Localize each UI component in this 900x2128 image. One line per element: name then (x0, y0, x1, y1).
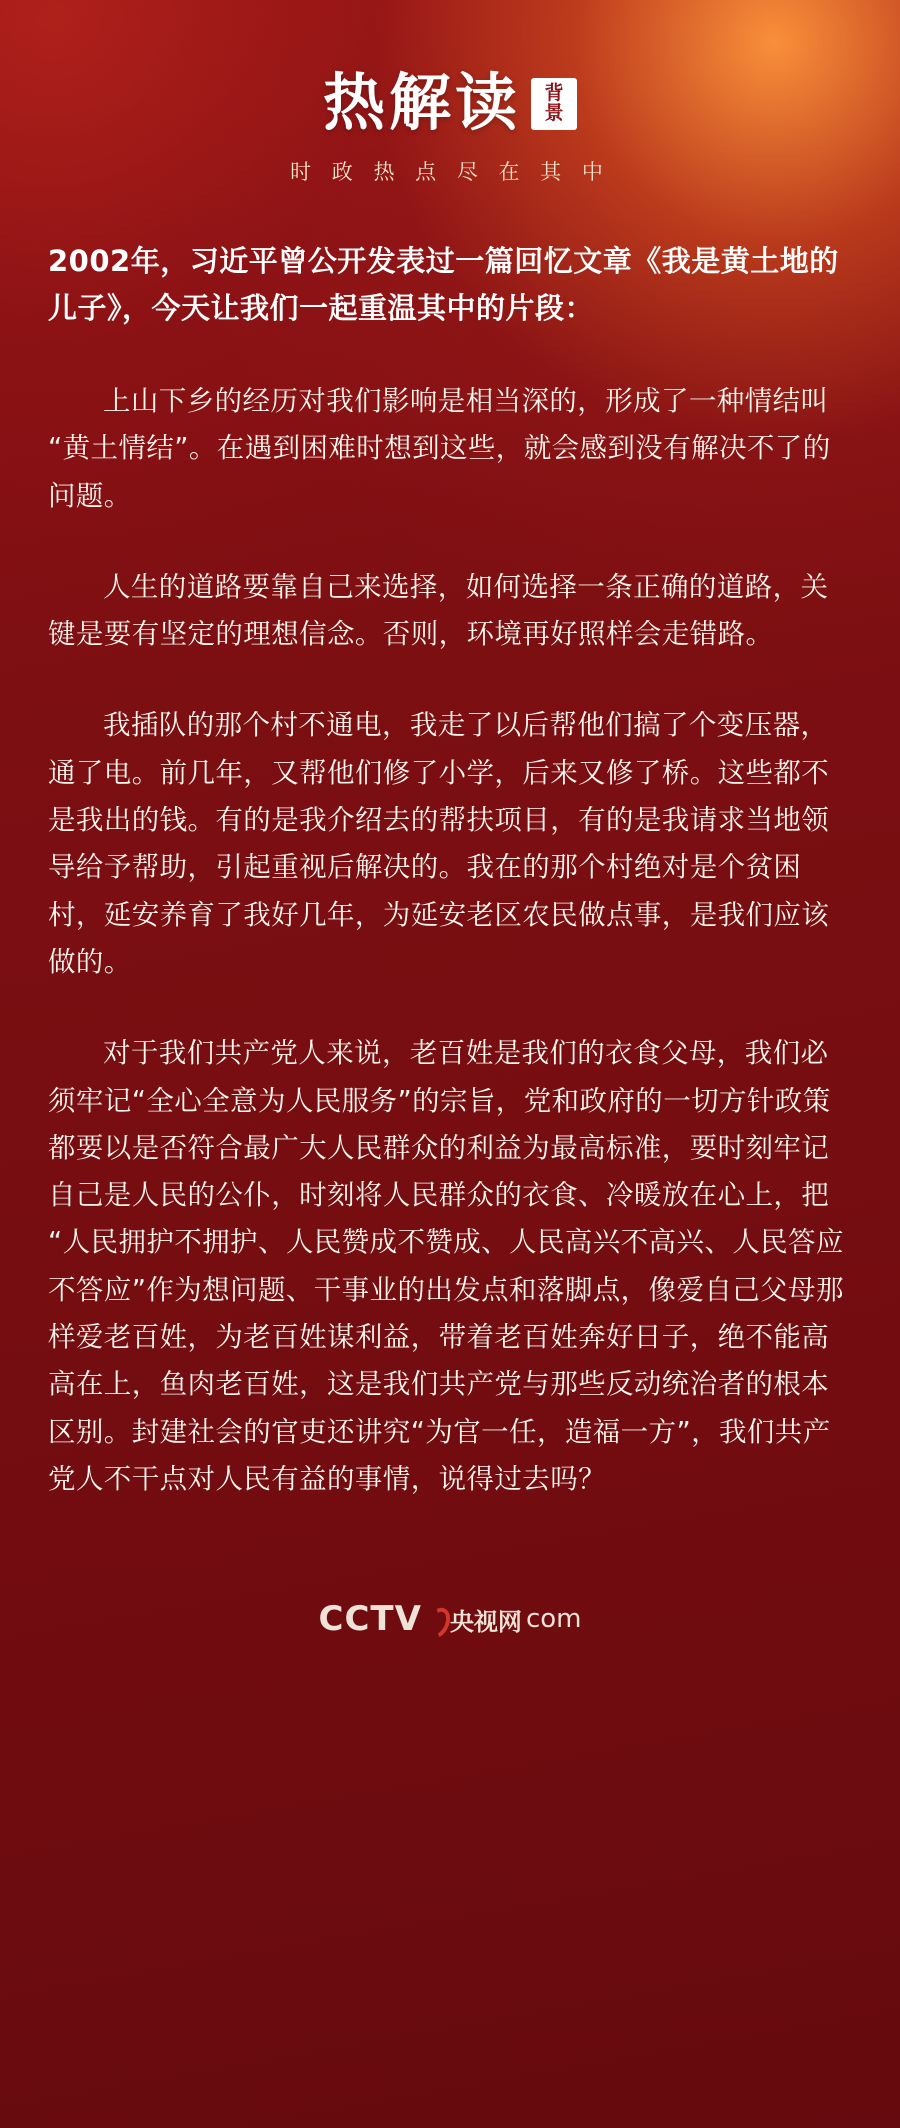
cctv-domain-suffix: com (525, 1604, 582, 1635)
article-paragraph: 对于我们共产党人来说，老百姓是我们的衣食父母，我们必须牢记“全心全意为人民服务”的宗旨，党和政府的一切方针政策都要以是否符合最广大人民群众的利益为最高标准，要时刻牢记自己是人民的公仆，时刻将人民群众的衣食、冷暖放在心上，把“人民拥护不拥护、人民赞成不赞成、人民高兴不高兴、人民答应不答应”作为想问题、干事业的出发点和落脚点，像爱自己父母那样爱老百姓，为老百姓谋利益，带着老百姓奔好日子，绝不能高高在上，鱼肉老百姓，这是我们共产党与那些反动统治者的根本区别。封建社会的官吏还讲究“为官一任，造福一方”，我们共产党人不干点对人民有益的事情，说得过去吗？ (48, 1037, 844, 1495)
logo-badge (531, 78, 577, 130)
logo-badge-line2: 景 (544, 102, 564, 124)
logo-subtitle: 时 政 热 点 尽 在 其 中 (290, 160, 610, 184)
article-content (48, 238, 852, 1543)
logo-badge-line1: 背 (544, 82, 564, 105)
article-paragraph: 我插队的那个村不通电，我走了以后帮他们搞了个变压器，通了电。前几年，又帮他们修了小学，后来又修了桥。这些都不是我出的钱。有的是我介绍去的帮扶项目，有的是我请求当地领导给予帮助，引起重视后解决的。我在的那个村绝对是个贫困村，延安养育了我好几年，为延安老区农民做点事，是我们应该做的。 (48, 709, 830, 978)
cctv-swoosh-icon (425, 1604, 445, 1634)
article-lead: 2002年，习近平曾公开发表过一篇回忆文章《我是黄土地的儿子》，今天让我们一起重温其中的片段： (48, 244, 839, 325)
cctv-chinese-name: 央视网 (449, 1607, 522, 1636)
poster-footer (48, 1599, 852, 1703)
article-paragraph: 人生的道路要靠自己来选择，如何选择一条正确的道路，关键是要有坚定的理想信念。否则，环境再好照样会走错路。 (48, 570, 829, 651)
cctv-wordmark: CCTV (318, 1599, 422, 1640)
cctv-logo (319, 1599, 582, 1639)
brand-logo (322, 66, 577, 139)
poster-header (48, 0, 852, 186)
logo-title: 热解读 (322, 66, 521, 139)
article-paragraph: 上山下乡的经历对我们影响是相当深的，形成了一种情结叫“黄土情结”。在遇到困难时想到这些，就会感到没有解决不了的问题。 (48, 384, 831, 512)
